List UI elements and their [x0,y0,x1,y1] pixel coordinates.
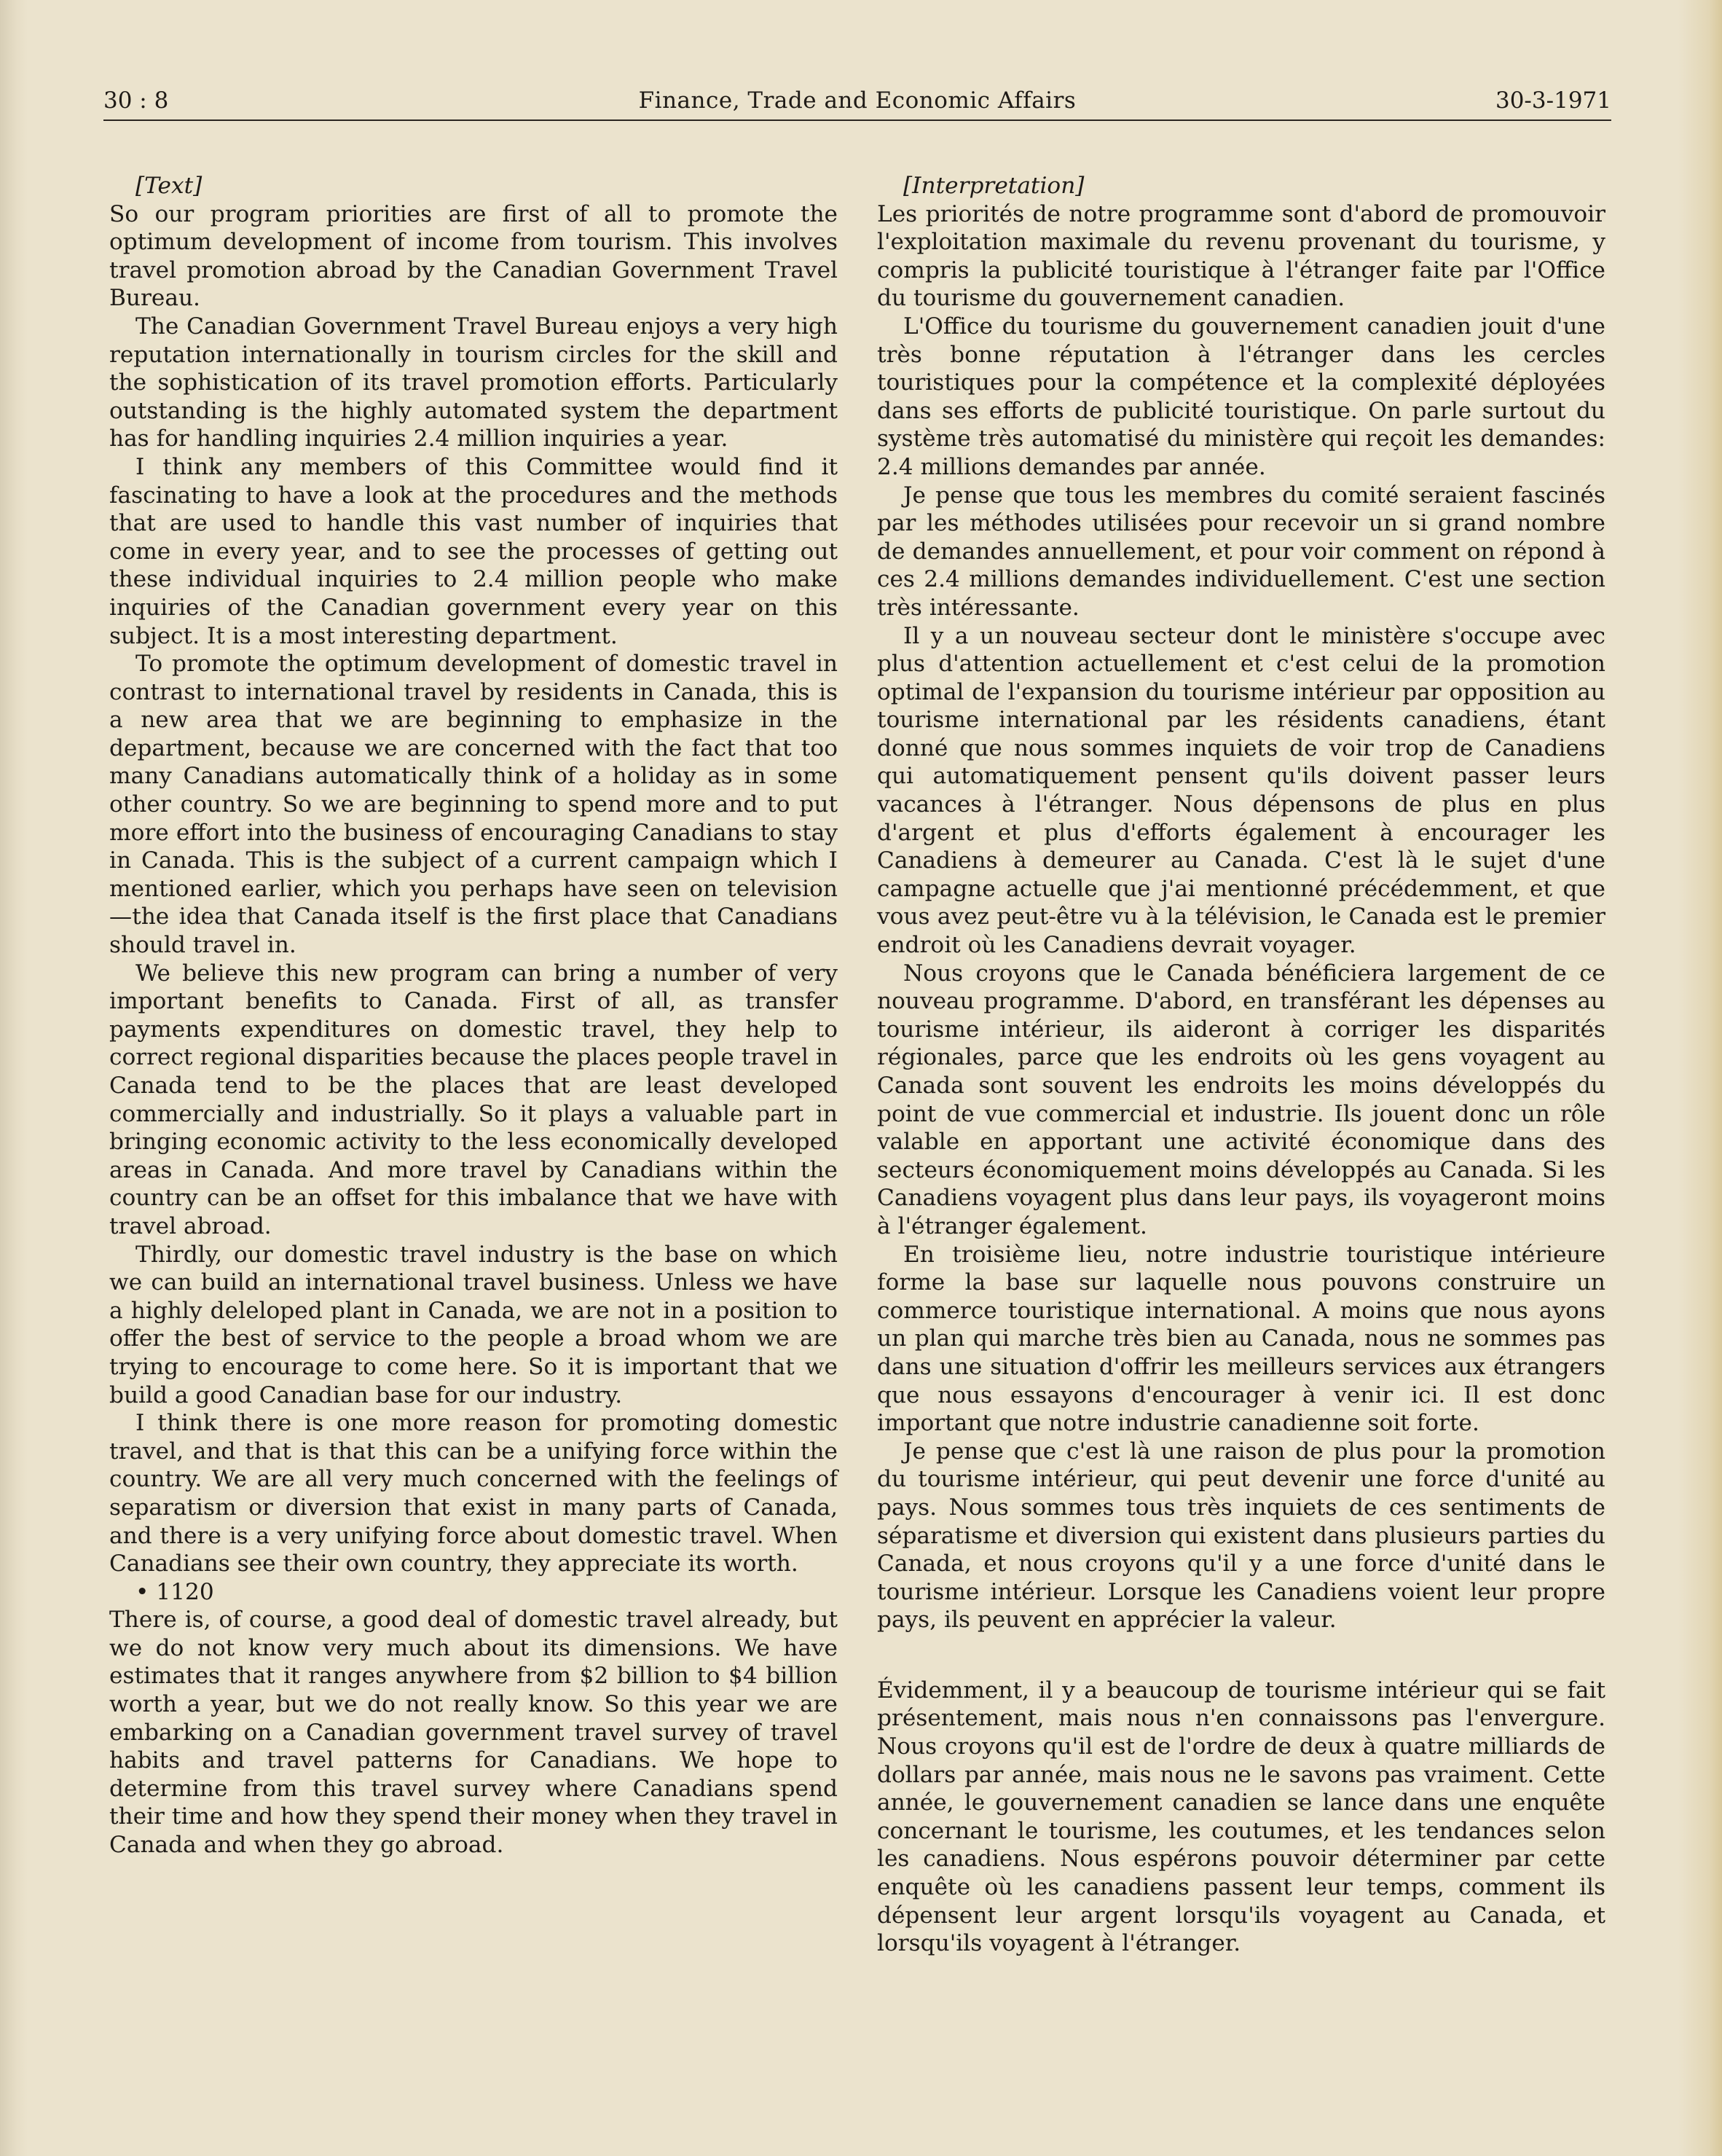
paragraph: The Canadian Government Travel Bureau enjoys a very high reputation internationally in tourism circles for the skill and the sophistication of its travel promotion efforts. Particularly outstanding is the highly automated system the department has for handling inquiries 2.4 million inquiries a year. [109,313,838,452]
paragraph: Il y a un nouveau secteur dont le ministère s'occupe avec plus d'attention actuellement et c'est celui de la promotion optimal de l'expansion du tourisme intérieur par opposition au tourisme international par les résidents canadiens, étant donné que nous sommes inquiets de voir trop de Canadiens qui automatiquement pensent qu'ils doivent passer leurs vacances à l'étranger. Nous dépensons de plus en plus d'argent et plus d'efforts également à encourager les Canadiens à demeurer au Canada. C'est là le sujet d'une campagne actuelle que j'ai mentionné précédemment, et que vous avez peut-être vu à la télévision, le Canada est le premier endroit où les Canadiens devrait voyager. [877,622,1605,959]
paragraph: Évidemment, il y a beaucoup de tourisme intérieur qui se fait présentement, mais nous n'en connaissons pas l'envergure. Nous croyons qu'il est de l'ordre de deux à quatre milliards de dollars par année, mais nous ne le savons pas vraiment. Cette année, le gouvernement canadien se lance dans une enquête concernant le tourisme, les coutumes, et les tendances selon les canadiens. Nous espérons pouvoir déterminer par cette enquête où les canadiens passent leur temps, comment ils dépensent leur argent lorsqu'ils voyagent au Canada, et lorsqu'ils voyagent à l'étranger. [877,1677,1605,1957]
paragraph: Les priorités de notre programme sont d'abord de promouvoir l'exploitation maximale du revenu provenant du tourisme, y compris la publicité touristique à l'étranger faite par l'Office du tourisme du gouvernement canadien. [877,200,1605,312]
running-head [103,80,1611,121]
paragraph: Je pense que tous les membres du comité seraient fascinés par les méthodes utilisées pour recevoir un si grand nombre de demandes annuellement, et pour voir comment on répond à ces 2.4 millions demandes individuellement. C'est une section très intéressante. [877,482,1605,621]
french-column [877,172,1605,1958]
paragraph: To promote the optimum development of domestic travel in contrast to international travel by residents in Canada, this is a new area that we are beginning to emphasize in the department, because we are concerned with the fact that too many Canadians automatically think of a holiday as in some other country. So we are beginning to spend more and to put more effort into the business of encouraging Canadians to stay in Canada. This is the subject of a current campaign which I mentioned earlier, which you perhaps have seen on television—the idea that Canada itself is the first place that Canadians should travel in. [109,651,838,959]
time-marker: • 1120 [135,1578,214,1605]
paragraph: We believe this new program can bring a number of very important benefits to Canada. First of all, as transfer payments expenditures on domestic travel, they help to correct regional disparities because the places people travel in Canada tend to be the places that are least developed commercially and industrially. So it plays a valuable part in bringing economic activity to the less economically developed areas in Canada. And more travel by Canadians within the country can be an offset for this imbalance that we have with travel abroad. [109,960,838,1239]
paragraph: Thirdly, our domestic travel industry is the base on which we can build an international travel business. Unless we have a highly deleloped plant in Canada, we are not in a position to offer the best of service to the people a broad whom we are trying to encourage to come here. So it is important that we build a good Canadian base for our industry. [109,1241,838,1408]
english-column [109,172,838,1859]
spacer [877,1634,1605,1677]
page-edge-left [0,0,28,2156]
paragraph: Je pense que c'est là une raison de plus pour la promotion du tourisme intérieur, qui peut devenir une force d'unité au pays. Nous sommes tous très inquiets de ces sentiments de séparatisme et diversion qui existent dans plusieurs parties du Canada, et nous croyons qu'il y a une force d'unité dans le tourisme intérieur. Lorsque les Canadiens voient leur propre pays, ils peuvent en apprécier la valeur. [877,1438,1605,1634]
paragraph: L'Office du tourisme du gouvernement canadien jouit d'une très bonne réputation à l'étranger dans les cercles touristiques pour la compétence et la complexité déployées dans ses efforts de publicité touristique. On parle surtout du système très automatisé du ministère qui reçoit les demandes: 2.4 millions demandes par année. [877,313,1605,480]
paragraph: Nous croyons que le Canada bénéficiera largement de ce nouveau programme. D'abord, en transférant les dépenses au tourisme intérieur, ils aideront à corriger les disparités régionales, parce que les endroits où les gens voyagent au Canada sont souvent les endroits les moins développés du point de vue commercial et industrie. Ils jouent donc un rôle valable en apportant une activité économique dans des secteurs économiquement moins développés au Canada. Si les Canadiens voyagent plus dans leur pays, ils voyageront moins à l'étranger également. [877,960,1605,1239]
page-number: 30 : 8 [103,87,169,114]
paragraph: En troisième lieu, notre industrie touristique intérieure forme la base sur laquelle nous pouvons construire un commerce touristique international. A moins que nous ayons un plan qui marche très bien au Canada, nous ne sommes pas dans une situation d'offrir les meilleurs services aux étrangers que nous essayons d'encourager à venir ici. Il est donc important que notre industrie canadienne soit forte. [877,1241,1605,1437]
interpretation-label: [Interpretation] [903,173,1085,199]
paragraph: So our program priorities are first of all to promote the optimum development of income from tourism. This involves travel promotion abroad by the Canadian Government Travel Bureau. [109,200,838,312]
paragraph: I think any members of this Committee would find it fascinating to have a look at the procedures and the methods that are used to handle this vast number of inquiries that come in every year, and to see the processes of getting out these individual inquiries to 2.4 million people who make inquiries of the Canadian government every year on this subject. It is a most interesting department. [109,453,838,649]
text-label: [Text] [135,173,203,199]
publication-date: 30-3-1971 [1495,87,1611,114]
publication-title: Finance, Trade and Economic Affairs [638,87,1077,114]
paragraph: I think there is one more reason for promoting domestic travel, and that is that this can be a unifying force within the country. We are all very much concerned with the feelings of separatism or diversion that exist in many parts of Canada, and there is a very unifying force about domestic travel. When Canadians see their own country, they appreciate its worth. [109,1410,838,1577]
page-edge-right [1678,0,1722,2156]
paragraph: There is, of course, a good deal of domestic travel already, but we do not know very much about its dimensions. We have estimates that it ranges anywhere from $2 billion to $4 billion worth a year, but we do not really know. So this year we are embarking on a Canadian government travel survey of travel habits and travel patterns for Canadians. We hope to determine from this travel survey where Canadians spend their time and how they spend their money when they travel in Canada and when they go abroad. [109,1607,838,1859]
